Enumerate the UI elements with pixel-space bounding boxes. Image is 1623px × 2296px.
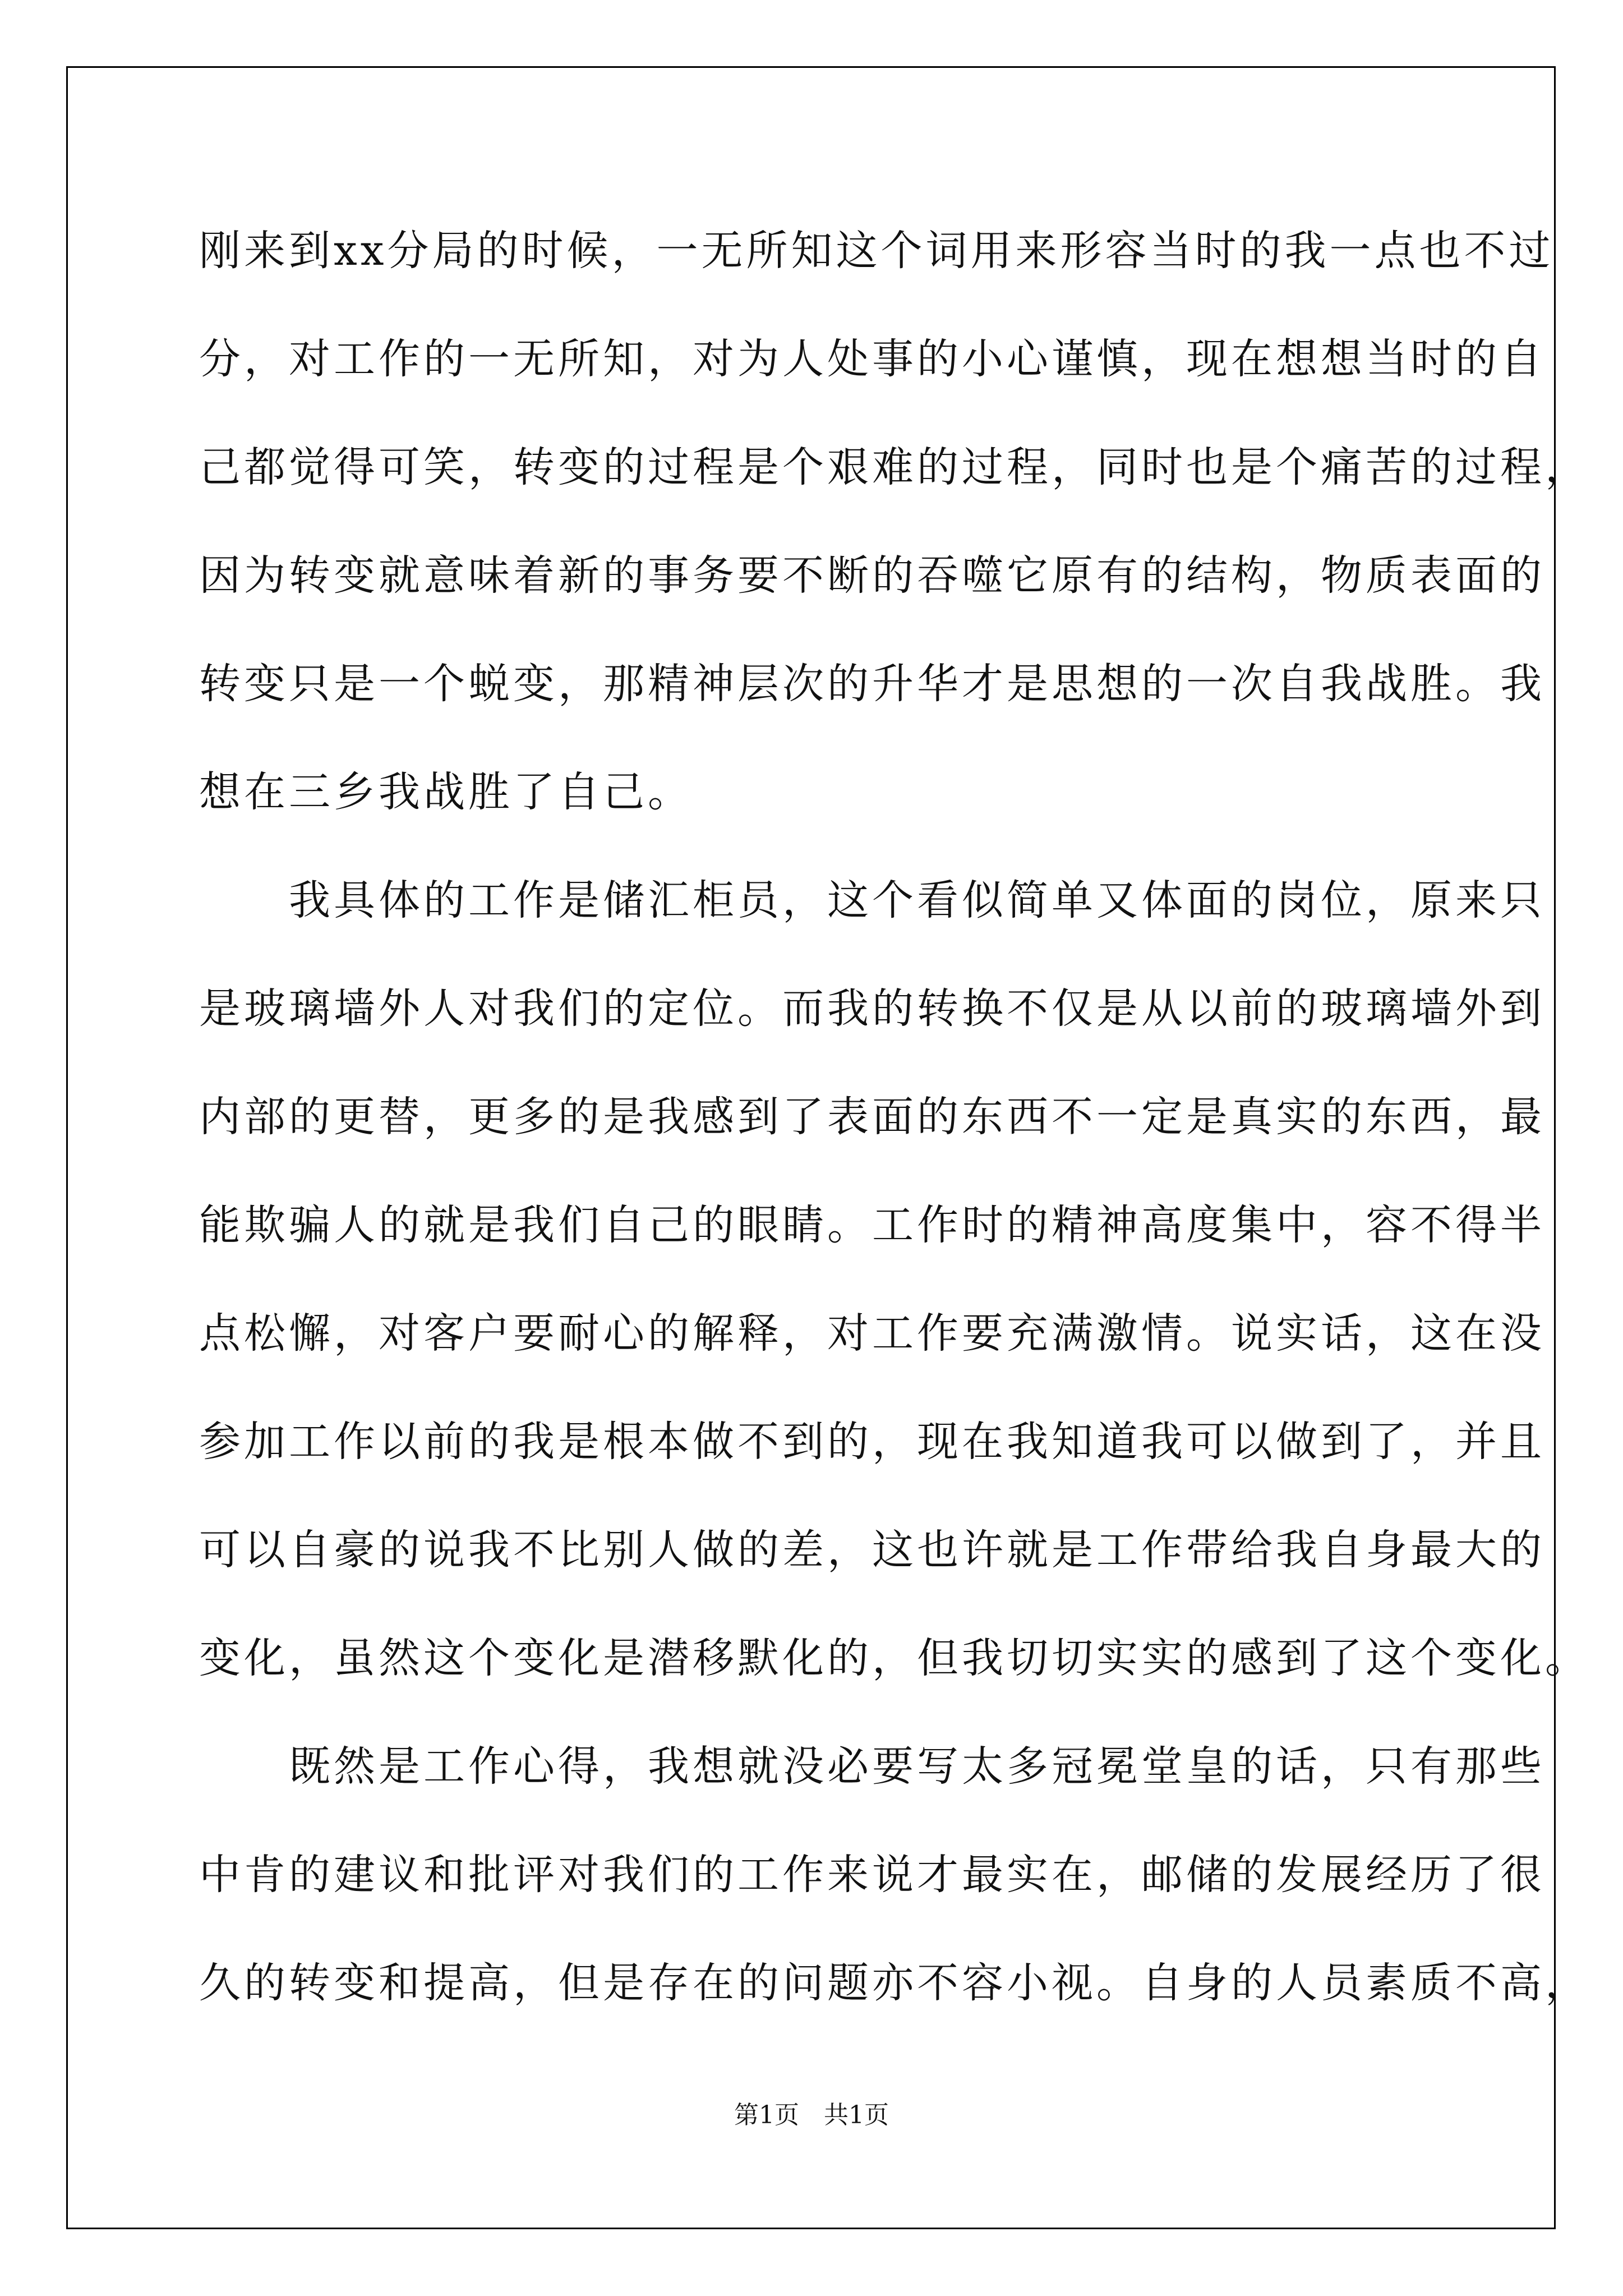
body-line-1: 刚来到xx分局的时候，一无所知这个词用来形容当时的我一点也不过 xyxy=(199,227,1554,275)
body-line-9: 内部的更替，更多的是我感到了表面的东西不一定是真实的东西，最 xyxy=(199,1093,1545,1141)
body-line-2: 分，对工作的一无所知，对为人处事的小心谨慎，现在想想当时的自 xyxy=(199,335,1545,383)
body-line-11: 点松懈，对客户要耐心的解释，对工作要充满激情。说实话，这在没 xyxy=(199,1309,1545,1358)
body-line-8: 是玻璃墙外人对我们的定位。而我的转换不仅是从以前的玻璃墙外到 xyxy=(199,984,1545,1033)
body-line-10: 能欺骗人的就是我们自己的眼睛。工作时的精神高度集中，容不得半 xyxy=(199,1201,1545,1249)
body-line-15: 既然是工作心得，我想就没必要写太多冠冕堂皇的话，只有那些 xyxy=(199,1742,1545,1791)
body-line-3: 己都觉得可笑，转变的过程是个艰难的过程，同时也是个痛苦的过程， xyxy=(199,443,1590,491)
body-line-4: 因为转变就意味着新的事务要不断的吞噬它原有的结构，物质表面的 xyxy=(199,551,1545,600)
body-line-14: 变化，虽然这个变化是潜移默化的，但我切切实实的感到了这个变化。 xyxy=(199,1634,1590,1682)
body-line-16: 中肯的建议和批评对我们的工作来说才最实在，邮储的发展经历了很 xyxy=(199,1851,1545,1899)
body-line-13: 可以自豪的说我不比别人做的差，这也许就是工作带给我自身最大的 xyxy=(199,1526,1545,1574)
body-line-5: 转变只是一个蜕变，那精神层次的升华才是思想的一次自我战胜。我 xyxy=(199,660,1545,708)
body-line-12: 参加工作以前的我是根本做不到的，现在我知道我可以做到了，并且 xyxy=(199,1418,1545,1466)
page-number-footer: 第1页 共1页 xyxy=(734,2101,889,2129)
body-line-6: 想在三乡我战胜了自己。 xyxy=(199,768,693,816)
body-line-17: 久的转变和提高，但是存在的问题亦不容小视。自身的人员素质不高， xyxy=(199,1959,1590,2007)
body-line-7: 我具体的工作是储汇柜员，这个看似简单又体面的岗位，原来只 xyxy=(199,876,1545,924)
